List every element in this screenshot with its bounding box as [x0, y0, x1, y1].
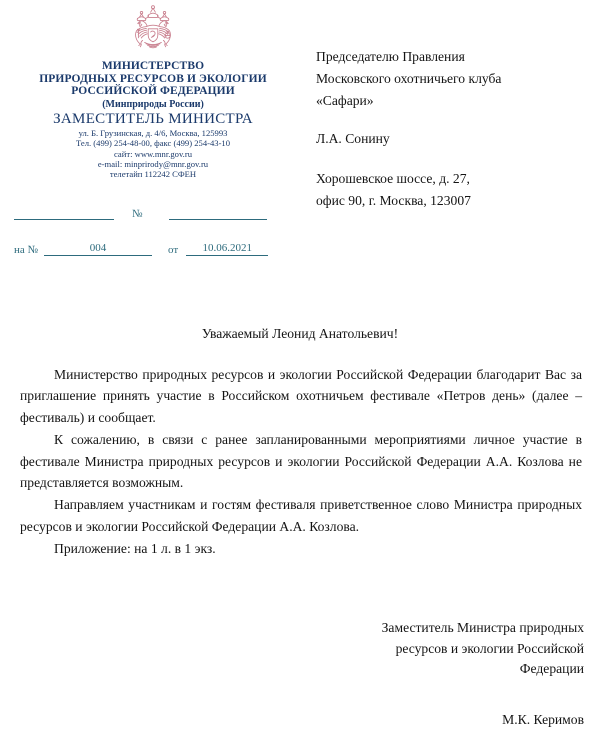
signer-title-line3: Федерации: [519, 661, 584, 677]
in-reply-label: на №: [14, 244, 39, 256]
body-paragraphs: [0, 344, 600, 560]
ministry-name-line3: РОССИЙСКОЙ ФЕДЕРАЦИИ: [71, 85, 235, 98]
addressee-organization-name: «Сафари»: [316, 93, 374, 108]
number-symbol-label: №: [132, 208, 143, 220]
signer-title-line1: Заместитель Министра природных: [381, 620, 584, 635]
in-reply-number-field[interactable]: [44, 242, 152, 256]
outgoing-date-field[interactable]: [14, 206, 114, 220]
ministry-name-line1: МИНИСТЕРСТВО: [101, 60, 205, 72]
russian-coat-of-arms-icon: [125, 4, 181, 56]
addressee-address-line1: Хорошевское шоссе, д. 27,: [316, 171, 470, 186]
signer-title-line2: ресурсов и экологии Российской: [395, 640, 584, 656]
addressee-position-line2: Московского охотничьего клуба: [316, 71, 502, 86]
ministry-phone: Тел. (499) 254-48-00, факс (499) 254-43-10: [75, 138, 231, 149]
ministry-address: ул. Б. Грузинская, д. 4/6, Москва, 125993: [78, 127, 228, 138]
attachment-note: Приложение: на 1 л. в 1 экз.: [54, 541, 216, 557]
in-reply-number-value: 004: [89, 242, 107, 254]
body-paragraph-3: Направляем участникам и гостям фестиваля приветственное слово Министра природных ресурсов и экологии Российской Федерации А.А. Козлова.: [20, 497, 582, 534]
salutation: Уважаемый Леонид Анатольевич!: [201, 326, 399, 341]
ministry-website: сайт: www.mnr.gov.ru: [114, 148, 192, 159]
addressee-person-name: Л.А. Сонину: [316, 131, 390, 146]
ministry-email: e-mail: minprirody@mnr.gov.ru: [97, 159, 209, 169]
addressee-address-line2: офис 90, г. Москва, 123007: [316, 193, 471, 208]
addressee-spacer-1: [316, 112, 588, 128]
outgoing-number-field[interactable]: [169, 206, 267, 220]
in-reply-date-value: 10.06.2021: [202, 242, 252, 254]
document-header: [0, 0, 600, 262]
outgoing-reference-row: [14, 198, 300, 220]
signature-block: [316, 618, 584, 730]
incoming-reference-row: [14, 234, 300, 256]
addressee-spacer-2: [316, 150, 588, 168]
ministry-teletype: телетайп 112242 СФЕН: [109, 169, 197, 180]
reference-form-block: [14, 198, 300, 256]
letter-body: [0, 262, 600, 561]
in-reply-date-field[interactable]: [186, 242, 268, 256]
letterhead-block: [10, 4, 296, 180]
body-paragraph-1: Министерство природных ресурсов и экологии Российской Федерации благодарит Вас за приглашение принять участие в Российском охотничьем фестивале «Петров день» (далее – фестиваль) и сообщает.: [20, 367, 582, 425]
signer-name: М.К. Керимов: [502, 711, 584, 727]
date-label: от: [168, 244, 179, 256]
ministry-name-line2: ПРИРОДНЫХ РЕСУРСОВ И ЭКОЛОГИИ: [39, 72, 267, 85]
ministry-role-title: ЗАМЕСТИТЕЛЬ МИНИСТРА: [53, 110, 253, 127]
addressee-position-line1: Председателю Правления: [316, 49, 465, 64]
body-paragraph-2: К сожалению, в связи с ранее запланированными мероприятиями личное участие в фестивале Министра природных ресурсов и экологии Российской Федерации А.А. Козлова не представляется возможным.: [20, 432, 582, 491]
addressee-block: [316, 46, 588, 212]
ministry-short-name: (Минприроды России): [102, 98, 204, 110]
